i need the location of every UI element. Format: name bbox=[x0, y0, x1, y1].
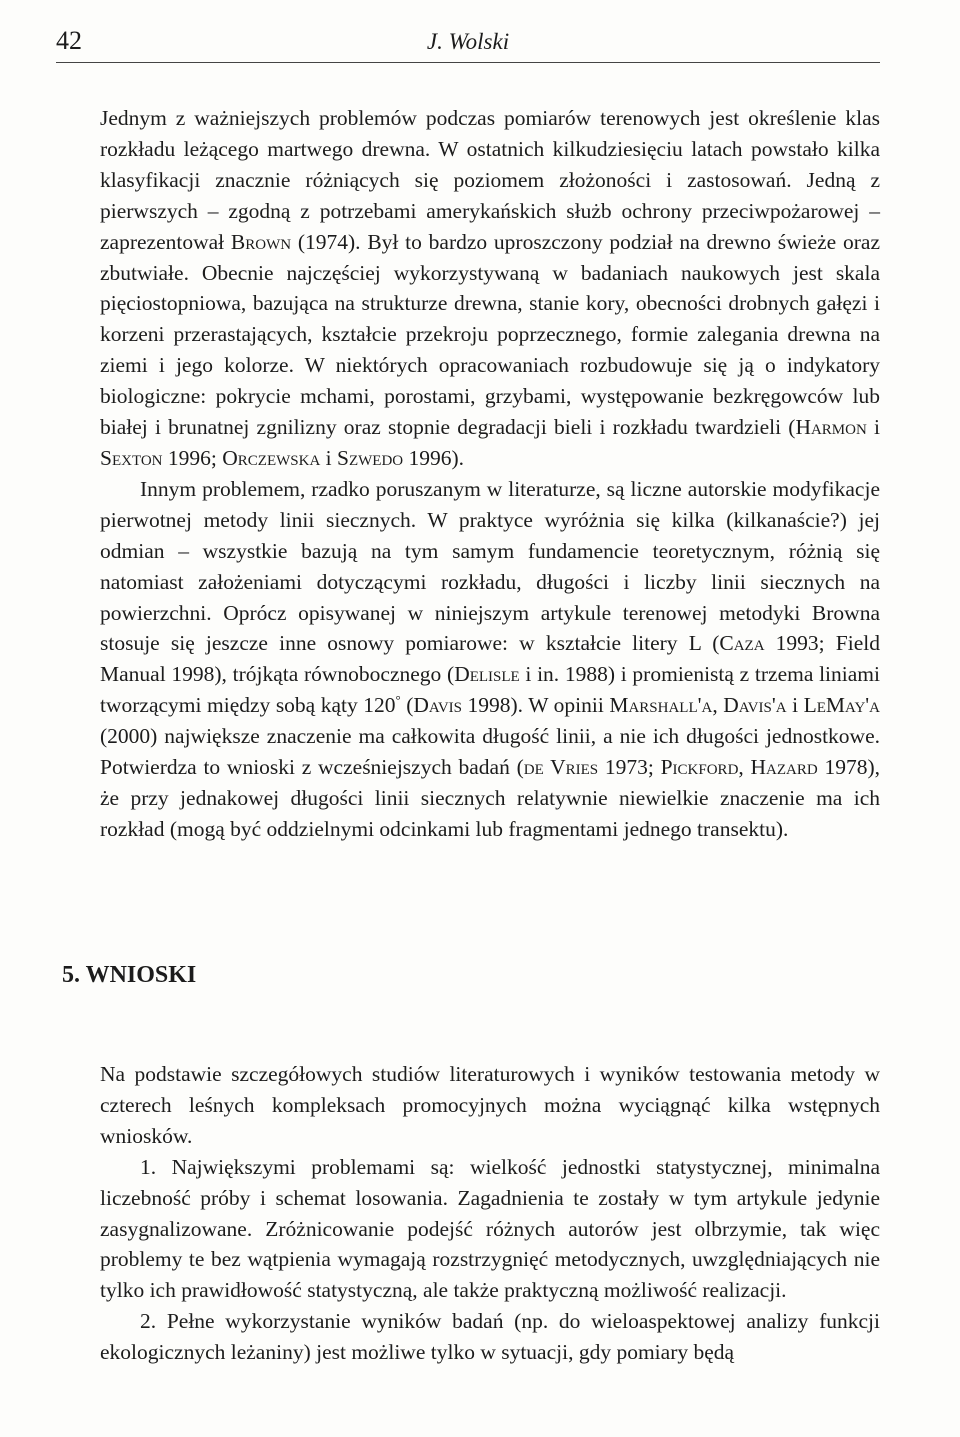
citation-author: Davis'a bbox=[723, 693, 787, 718]
body-text-conclusions bbox=[100, 1059, 880, 1368]
degree-sign: ° bbox=[395, 693, 401, 708]
running-head bbox=[56, 26, 880, 62]
conclusion-item-1: 1. Największymi problemami są: wielkość jednostki statystycznej, minimalna liczebność próby i schemat losowania. Zagadnienia te zostały w tym artykule jedynie zasygnalizowane. Zróżnicowanie podejść różnych autorów jest olbrzymie, tak więc problemy te bez wątpienia wymagają rozstrzygnięć metodycznych, uwzględniających nie tylko ich prawidłowość statystyczną, ale także praktyczną możliwość realizacji. bbox=[100, 1154, 880, 1303]
text-run: 1973; bbox=[598, 755, 661, 780]
citation-author: Caza bbox=[719, 631, 765, 656]
text-run: 1978), że przy jednakowej długości linii siecznych relatywnie niewielkie znaczenie ma ich rozkład (mogą być oddzielnymi odcinkami lub fragmentami jednego transektu). bbox=[100, 755, 881, 841]
text-run: , bbox=[738, 755, 751, 780]
text-run: 1996; bbox=[162, 445, 223, 470]
text-run: Innym problemem, rzadko poruszanym w literaturze, są liczne autorskie modyfikacje pierwotnej metody linii siecznych. W praktyce wyróżnia się kilka (kilkanaście?) jej odmian – wszystkie bazują na tym samym fundamencie teoretycznym, różnią się natomiast założeniami dotyczącymi rozkładu, długości i liczby linii siecznych na powierzchni. Oprócz opisywanej w niniejszym artykule terenowej metodyki Browna stosuje się jeszcze inne osnowy pomiarowe: w kształcie litery L ( bbox=[100, 476, 880, 656]
citation-author: Harmon bbox=[795, 415, 867, 440]
conclusion-item-2: 2. Pełne wykorzystanie wyników badań (np. do wieloaspektowej analizy funkcji ekologicznych leżaniny) jest możliwe tylko w sytuacji, gdy pomiary będą bbox=[100, 1309, 880, 1365]
citation-author: Delisle bbox=[454, 662, 520, 687]
citation-author: LeMay'a bbox=[803, 693, 880, 718]
header-rule bbox=[56, 62, 880, 63]
paragraph-dead-wood-classes bbox=[100, 103, 880, 474]
text-run: i bbox=[866, 415, 880, 440]
paragraph-method-modifications bbox=[100, 474, 880, 845]
body-text-top bbox=[100, 103, 880, 845]
citation-author: Pickford bbox=[660, 755, 739, 780]
citation-author: Davis bbox=[413, 693, 462, 718]
page-number: 42 bbox=[56, 26, 82, 55]
citation-author: Orczewska bbox=[222, 445, 321, 470]
text-run: 1993; Field Manual 1998), trójkąta równobocznego ( bbox=[100, 631, 880, 687]
text-run: i in. 1988) i promienistą z trzema liniami tworzącymi między sobą kąty 120 bbox=[100, 662, 880, 718]
conclusions-intro: Na podstawie szczegółowych studiów literaturowych i wyników testowania metody w czterech leśnych kompleksach promocyjnych można wyciągnąć kilka wstępnych wniosków. bbox=[100, 1062, 880, 1148]
running-head-author: J. Wolski bbox=[426, 29, 510, 54]
text-run: 1998). W opinii bbox=[462, 693, 610, 718]
text-run: ( bbox=[400, 693, 414, 718]
citation-author: de Vries bbox=[523, 755, 599, 780]
text-run: (1974). Był to bardzo uproszczony podział na drewno świeże oraz zbutwiałe. Obecnie najczęściej wykorzystywaną w badaniach naukowych jest skala pięciostopniowa, bazująca na strukturze drewna, stanie kory, obecności drobnych gałęzi i korzeni przerastających, kształcie przekroju poprzecznego, formie zalegania drewna na ziemi i jego kolorze. W niektórych opracowaniach rozbudowuje się ją o indykatory biologiczne: pokrycie mchami, porostami, grzybami, występowanie bezkręgowców lub białej i brunatnej zgnilizny oraz stopnie degradacji bieli i rozkładu twardzieli ( bbox=[100, 229, 880, 440]
citation-author: Brown bbox=[230, 229, 292, 254]
section-heading: 5. WNIOSKI bbox=[62, 962, 197, 988]
text-run: Jednym z ważniejszych problemów podczas pomiarów terenowych jest określenie klas rozkładu leżącego martwego drewna. W ostatnich kilkudziesięciu latach powstało kilka klasyfikacji znacznie różniących się poziomem złożoności i zastosowań. Jedną z pierwszych – zgodną z potrzebami amerykańskich służb ochrony przeciwpożarowej – zaprezentował bbox=[100, 106, 880, 254]
text-run: i bbox=[786, 693, 804, 718]
text-run: 1996). bbox=[403, 445, 465, 470]
citation-author: Marshall'a bbox=[609, 693, 713, 718]
text-run: i bbox=[320, 445, 338, 470]
citation-author: Sexton bbox=[100, 445, 163, 470]
citation-author: Szwedo bbox=[337, 445, 404, 470]
text-run: , bbox=[712, 693, 724, 718]
text-run: (2000) największe znaczenie ma całkowita długość linii, a nie ich długości jednostkowe. Potwierdza to wnioski z wcześniejszych badań ( bbox=[100, 724, 880, 780]
citation-author: Hazard bbox=[750, 755, 818, 780]
